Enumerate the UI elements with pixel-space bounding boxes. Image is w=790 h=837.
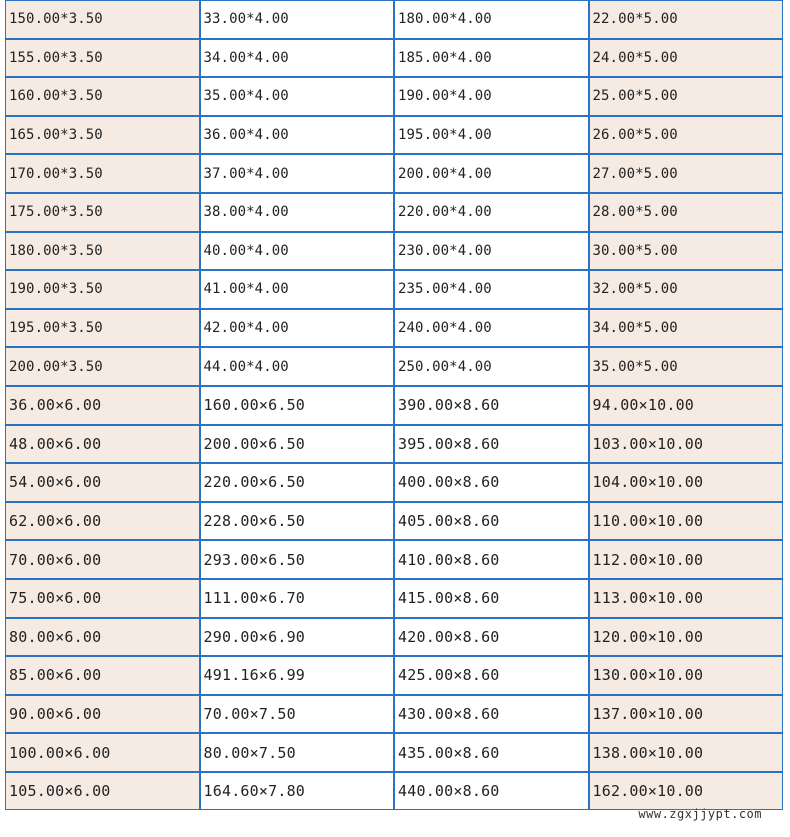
table-cell: 185.00*4.00	[394, 39, 589, 78]
table-cell: 425.00×8.60	[394, 656, 589, 695]
table-cell: 200.00*3.50	[5, 347, 200, 386]
table-row	[5, 0, 783, 39]
table-cell: 240.00*4.00	[394, 309, 589, 348]
table-cell: 160.00*3.50	[5, 77, 200, 116]
table-cell: 293.00×6.50	[200, 540, 395, 579]
table-row	[5, 39, 783, 78]
table-cell: 120.00×10.00	[589, 618, 784, 657]
table-cell: 62.00×6.00	[5, 502, 200, 541]
table-row	[5, 77, 783, 116]
table-cell: 170.00*3.50	[5, 154, 200, 193]
table-cell: 34.00*5.00	[589, 309, 784, 348]
table-cell: 24.00*5.00	[589, 39, 784, 78]
table-cell: 491.16×6.99	[200, 656, 395, 695]
table-row	[5, 347, 783, 386]
table-cell: 113.00×10.00	[589, 579, 784, 618]
table-cell: 28.00*5.00	[589, 193, 784, 232]
table-cell: 44.00*4.00	[200, 347, 395, 386]
table-cell: 42.00*4.00	[200, 309, 395, 348]
table-cell: 162.00×10.00	[589, 772, 784, 811]
table-cell: 175.00*3.50	[5, 193, 200, 232]
table-cell: 41.00*4.00	[200, 270, 395, 309]
table-cell: 111.00×6.70	[200, 579, 395, 618]
table-row	[5, 540, 783, 579]
table-cell: 35.00*4.00	[200, 77, 395, 116]
table-row	[5, 232, 783, 271]
table-row	[5, 270, 783, 309]
table-cell: 180.00*3.50	[5, 232, 200, 271]
table-cell: 25.00*5.00	[589, 77, 784, 116]
table-row	[5, 386, 783, 425]
table-cell: 165.00*3.50	[5, 116, 200, 155]
table-cell: 220.00*4.00	[394, 193, 589, 232]
table-cell: 104.00×10.00	[589, 463, 784, 502]
table-row	[5, 772, 783, 811]
table-row	[5, 579, 783, 618]
table-cell: 405.00×8.60	[394, 502, 589, 541]
table-cell: 90.00×6.00	[5, 695, 200, 734]
table-cell: 70.00×7.50	[200, 695, 395, 734]
table-cell: 110.00×10.00	[589, 502, 784, 541]
table-cell: 105.00×6.00	[5, 772, 200, 811]
table-cell: 390.00×8.60	[394, 386, 589, 425]
table-cell: 27.00*5.00	[589, 154, 784, 193]
table-cell: 150.00*3.50	[5, 0, 200, 39]
table-row	[5, 733, 783, 772]
table-cell: 32.00*5.00	[589, 270, 784, 309]
table-row	[5, 695, 783, 734]
table-cell: 35.00*5.00	[589, 347, 784, 386]
table-row	[5, 309, 783, 348]
table-cell: 34.00*4.00	[200, 39, 395, 78]
table-cell: 100.00×6.00	[5, 733, 200, 772]
table-cell: 220.00×6.50	[200, 463, 395, 502]
table-cell: 48.00×6.00	[5, 425, 200, 464]
table-cell: 33.00*4.00	[200, 0, 395, 39]
table-cell: 415.00×8.60	[394, 579, 589, 618]
table-cell: 180.00*4.00	[394, 0, 589, 39]
table-row	[5, 154, 783, 193]
watermark-text: www.zgxjjypt.com	[638, 807, 762, 821]
table-cell: 80.00×6.00	[5, 618, 200, 657]
table-cell: 85.00×6.00	[5, 656, 200, 695]
table-cell: 410.00×8.60	[394, 540, 589, 579]
table-cell: 195.00*3.50	[5, 309, 200, 348]
table-row	[5, 425, 783, 464]
table-row	[5, 656, 783, 695]
table-cell: 40.00*4.00	[200, 232, 395, 271]
table-cell: 164.60×7.80	[200, 772, 395, 811]
table-cell: 130.00×10.00	[589, 656, 784, 695]
table-cell: 228.00×6.50	[200, 502, 395, 541]
table-cell: 160.00×6.50	[200, 386, 395, 425]
table-cell: 54.00×6.00	[5, 463, 200, 502]
table-cell: 70.00×6.00	[5, 540, 200, 579]
table-cell: 440.00×8.60	[394, 772, 589, 811]
size-table	[5, 0, 783, 810]
table-row	[5, 193, 783, 232]
table-cell: 235.00*4.00	[394, 270, 589, 309]
table-cell: 230.00*4.00	[394, 232, 589, 271]
table-cell: 80.00×7.50	[200, 733, 395, 772]
table-cell: 37.00*4.00	[200, 154, 395, 193]
table-row	[5, 463, 783, 502]
table-cell: 290.00×6.90	[200, 618, 395, 657]
table-cell: 430.00×8.60	[394, 695, 589, 734]
table-cell: 395.00×8.60	[394, 425, 589, 464]
table-cell: 420.00×8.60	[394, 618, 589, 657]
table-row	[5, 116, 783, 155]
table-cell: 190.00*4.00	[394, 77, 589, 116]
table-row	[5, 618, 783, 657]
table-cell: 195.00*4.00	[394, 116, 589, 155]
table-cell: 36.00*4.00	[200, 116, 395, 155]
table-cell: 112.00×10.00	[589, 540, 784, 579]
table-cell: 190.00*3.50	[5, 270, 200, 309]
table-cell: 30.00*5.00	[589, 232, 784, 271]
table-cell: 26.00*5.00	[589, 116, 784, 155]
table-cell: 400.00×8.60	[394, 463, 589, 502]
table-cell: 250.00*4.00	[394, 347, 589, 386]
table-cell: 435.00×8.60	[394, 733, 589, 772]
table-row	[5, 502, 783, 541]
table-cell: 94.00×10.00	[589, 386, 784, 425]
table-cell: 200.00×6.50	[200, 425, 395, 464]
table-cell: 36.00×6.00	[5, 386, 200, 425]
table-cell: 200.00*4.00	[394, 154, 589, 193]
table-cell: 137.00×10.00	[589, 695, 784, 734]
table-cell: 22.00*5.00	[589, 0, 784, 39]
table-cell: 75.00×6.00	[5, 579, 200, 618]
table-cell: 155.00*3.50	[5, 39, 200, 78]
table-cell: 138.00×10.00	[589, 733, 784, 772]
table-cell: 103.00×10.00	[589, 425, 784, 464]
table-cell: 38.00*4.00	[200, 193, 395, 232]
